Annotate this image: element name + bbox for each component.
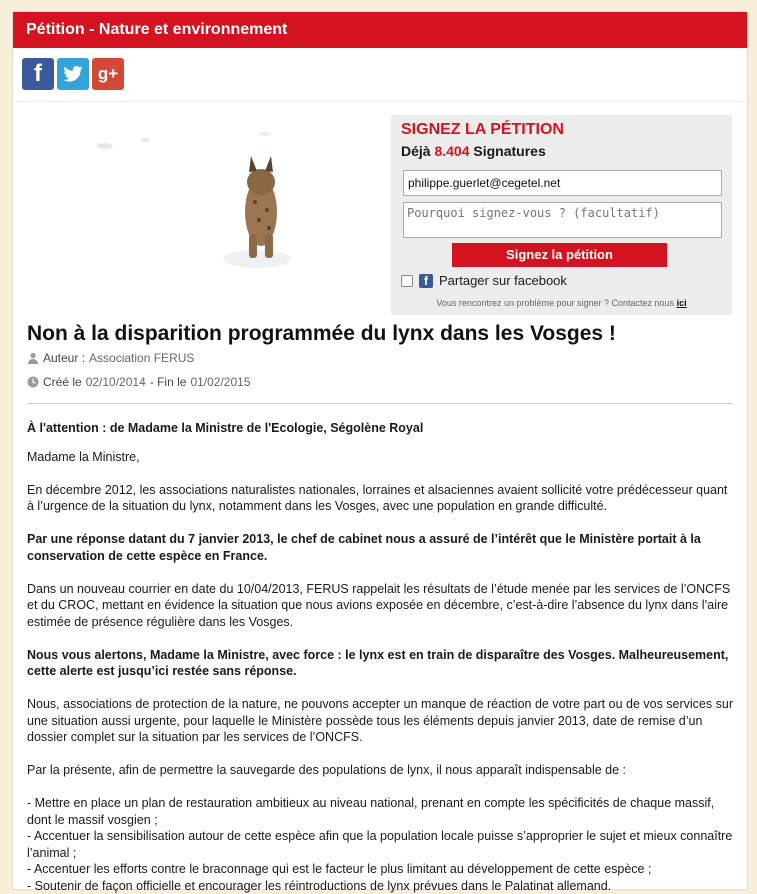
lynx-image bbox=[25, 116, 390, 316]
paragraph: Dans un nouveau courrier en date du 10/04/2013, FERUS rappelait les résultats de l’étude menée par les services de l’ONCFS et du CROC, mettant en évidence la situation que nous avions exposée en décembre, c’est-à-dire l’absence du lynx dans l’aire estimée de présence régulière dans les Vosges. bbox=[27, 581, 737, 631]
sign-title: SIGNEZ LA PÉTITION bbox=[401, 120, 722, 140]
count-suffix: Signatures bbox=[473, 143, 545, 159]
contact-link[interactable]: ici bbox=[677, 298, 687, 308]
facebook-icon: f bbox=[34, 60, 42, 88]
paragraph: En décembre 2012, les associations naturalistes nationales, lorraines et alsaciennes avaient sollicité votre prédécesseur quant à l’urgence de la situation du lynx, notamment dans les Vosges, avec une population en grande difficulté. bbox=[27, 482, 737, 515]
facebook-icon: f bbox=[419, 274, 433, 288]
problem-text: Vous rencontrez un problème pour signer ? Contactez nous bbox=[436, 298, 674, 308]
list-item: - Mettre en place un plan de restauration ambitieux au niveau national, prenant en compte les spécificités de chaque massif, dont le massif vosgien ; bbox=[27, 795, 737, 828]
twitter-share-button[interactable] bbox=[57, 58, 89, 90]
attention-line: À l'attention : de Madame la Ministre de l'Ecologie, Ségolène Royal bbox=[27, 420, 737, 437]
list-item: - Accentuer la sensibilisation autour de cette espèce afin que la population locale puisse s’approprier le sujet et mieux connaître l’animal ; bbox=[27, 828, 737, 861]
created-label: Créé le bbox=[43, 375, 82, 389]
paragraph: Nous, associations de protection de la nature, ne pouvons accepter un manque de réaction de votre part ou de vos services sur une situation aussi urgente, pour laquelle le Ministère possède tous les éléments depuis janvier 2013, date de remise d’un dossier complet sur la situation par les services de l’ONCFS. bbox=[27, 696, 737, 746]
author-line bbox=[27, 351, 194, 365]
twitter-bird-icon bbox=[63, 66, 83, 82]
header-title: Pétition - Nature et environnement bbox=[26, 21, 287, 38]
created-date: 02/10/2014 bbox=[86, 375, 146, 389]
googleplus-share-button[interactable] bbox=[92, 58, 124, 90]
sign-petition-button[interactable]: Signez la pétition bbox=[452, 243, 667, 267]
share-label: Partager sur facebook bbox=[439, 273, 567, 288]
list-item: - Accentuer les efforts contre le braconnage qui est le facteur le plus limitant au développement de cette espèce ; bbox=[27, 861, 737, 878]
petition-title: Non à la disparition programmée du lynx dans les Vosges ! bbox=[27, 322, 616, 346]
problem-notice bbox=[391, 298, 732, 308]
count-value: 8.404 bbox=[434, 143, 469, 159]
divider bbox=[27, 403, 733, 404]
googleplus-icon: g+ bbox=[98, 64, 118, 84]
end-label: - Fin le bbox=[150, 375, 187, 389]
share-checkbox[interactable] bbox=[401, 275, 413, 287]
list-item: - Soutenir de façon officielle et encourager les réintroductions de lynx prévues dans le Palatinat allemand. bbox=[27, 878, 737, 894]
end-date: 01/02/2015 bbox=[190, 375, 250, 389]
user-icon bbox=[27, 352, 39, 364]
facebook-share-option bbox=[401, 273, 567, 288]
count-prefix: Déjà bbox=[401, 143, 431, 159]
sign-form bbox=[391, 115, 732, 315]
petition-photo bbox=[25, 116, 390, 316]
divider bbox=[13, 101, 747, 102]
petition-body bbox=[27, 420, 737, 894]
paragraph: Par une réponse datant du 7 janvier 2013, le chef de cabinet nous a assuré de l’intérêt que le Ministère portait à la conservation de cette espèce en France. bbox=[27, 531, 737, 564]
clock-icon bbox=[27, 376, 39, 388]
paragraph: Par la présente, afin de permettre la sauvegarde des populations de lynx, il nous apparaît indispensable de : bbox=[27, 762, 737, 779]
reason-field[interactable] bbox=[403, 202, 722, 238]
dates-line bbox=[27, 375, 251, 389]
author-value: Association FERUS bbox=[89, 351, 194, 365]
petition-card bbox=[12, 11, 748, 890]
facebook-share-button[interactable] bbox=[22, 58, 54, 90]
social-share-bar bbox=[22, 58, 124, 90]
email-field[interactable] bbox=[403, 170, 722, 196]
paragraph: Nous vous alertons, Madame la Ministre, avec force : le lynx est en train de disparaître des Vosges. Malheureusement, cette alerte est jusqu’ici restée sans réponse. bbox=[27, 647, 737, 680]
paragraph: Madame la Ministre, bbox=[27, 449, 737, 466]
author-label: Auteur : bbox=[43, 351, 85, 365]
page-header bbox=[13, 12, 747, 48]
signature-count bbox=[401, 143, 722, 159]
